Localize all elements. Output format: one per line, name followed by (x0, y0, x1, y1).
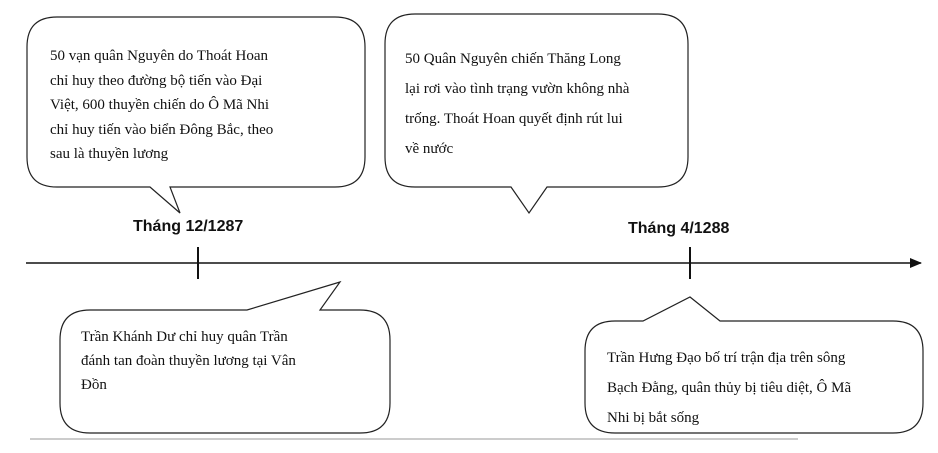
event-2-above-text: 50 Quân Nguyên chiến Thăng Long lại rơi vào tình trạng vườn không nhà trống. Thoát Hoan quyết định rút lui về nước (405, 51, 630, 157)
date-label-2: Tháng 4/1288 (628, 220, 730, 237)
date-label-1: Tháng 12/1287 (133, 218, 244, 235)
event-2-below-text: Trần Hưng Đạo bố trí trận địa trên sông Bạch Đằng, quân thủy bị tiêu diệt, Ô Mã Nhi bị bắt sống (607, 350, 852, 426)
event-1-below-text: Trần Khánh Dư chỉ huy quân Trần đánh tan đoàn thuyền lương tại Vân Đồn (81, 329, 296, 393)
event-1-above-text: 50 vạn quân Nguyên do Thoát Hoan chỉ huy theo đường bộ tiến vào Đại Việt, 600 thuyền chiến do Ô Mã Nhi chỉ huy tiến vào biển Đông Bắc, theo sau là thuyền lương (50, 48, 274, 162)
